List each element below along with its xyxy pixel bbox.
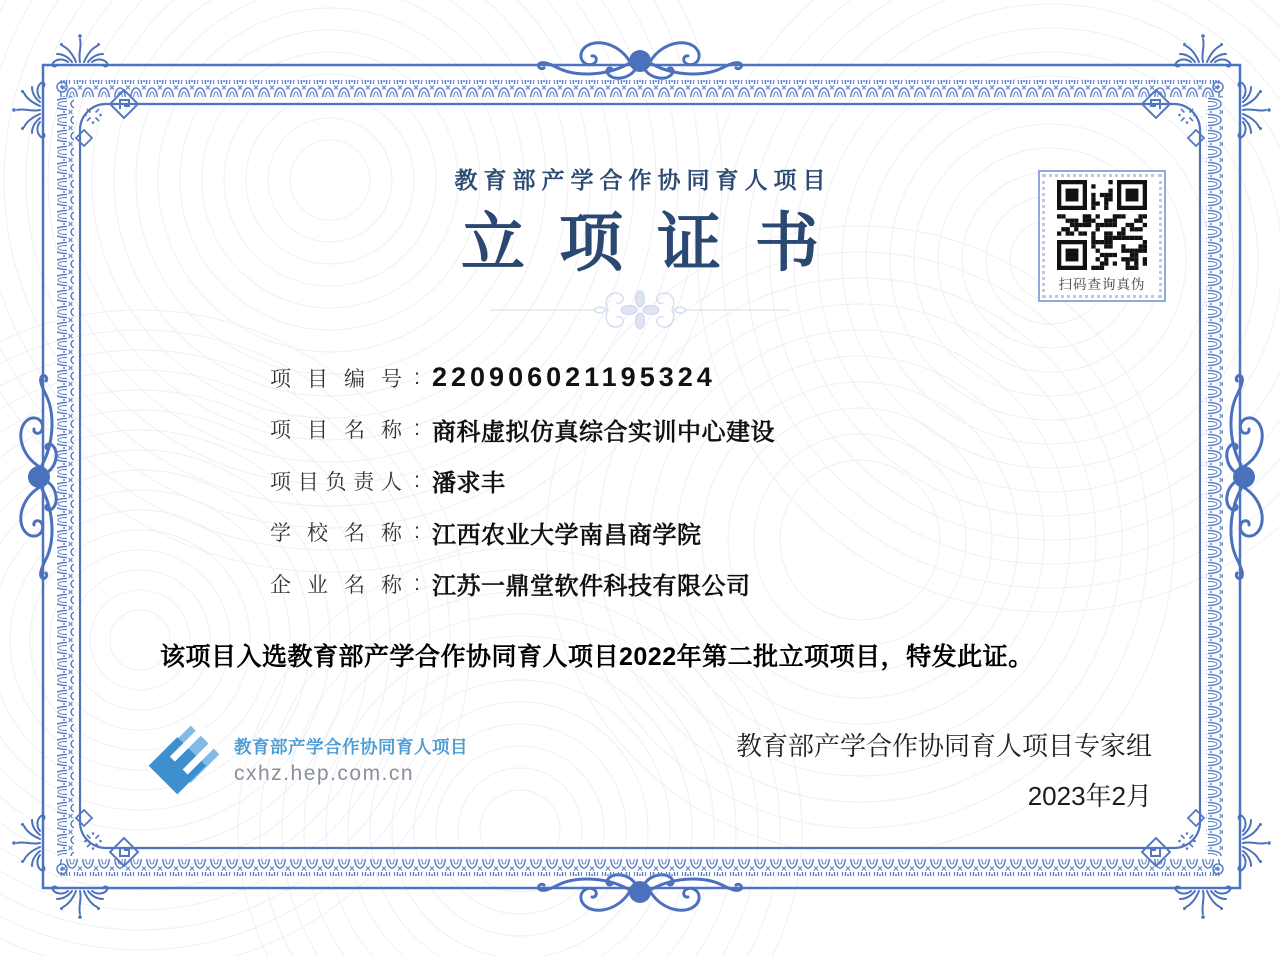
field-value: 220906021195324 xyxy=(432,362,716,393)
field-label: 企业名称 xyxy=(270,573,402,597)
field-value: 江西农业大学南昌商学院 xyxy=(432,521,702,549)
qr-caption: 扫码查询真伪 xyxy=(1058,277,1146,292)
issuer-name: 教育部产学合作协同育人项目专家组 xyxy=(735,731,1152,761)
signature-block xyxy=(736,726,1152,813)
qr-code xyxy=(1057,180,1147,270)
title-divider-ornament xyxy=(490,288,790,332)
field-colon: : xyxy=(414,468,420,492)
issue-date: 2023年2月 xyxy=(1027,781,1152,811)
field-colon: : xyxy=(414,365,420,389)
field-label: 项目编号 xyxy=(270,367,402,391)
field-row-project-leader xyxy=(270,455,775,507)
logo-text-block xyxy=(234,734,468,786)
field-value: 江苏一鼎堂软件科技有限公司 xyxy=(432,573,751,601)
statement-text: 该项目入选教育部产学合作协同育人项目2022年第二批立项项目，特发此证。 xyxy=(160,643,1034,671)
qr-panel xyxy=(1038,170,1166,302)
logo-title: 教育部产学合作协同育人项目 xyxy=(234,737,468,757)
field-label: 项目名称 xyxy=(270,419,402,443)
field-label: 学校名称 xyxy=(270,522,402,546)
field-row-project-number xyxy=(270,352,775,404)
field-value: 商科虚拟仿真综合实训中心建设 xyxy=(432,418,775,446)
logo-domain: cxhz.hep.com.cn xyxy=(234,762,415,785)
program-title: 教育部产学合作协同育人项目 xyxy=(454,167,832,193)
field-colon: : xyxy=(414,520,420,544)
field-row-school-name xyxy=(270,507,775,559)
program-logo xyxy=(144,718,468,802)
fields-table xyxy=(270,352,775,610)
field-row-project-name xyxy=(270,404,775,456)
field-colon: : xyxy=(414,417,420,441)
field-value: 潘求丰 xyxy=(432,470,506,498)
field-label: 项目负责人 xyxy=(270,470,402,494)
field-row-company-name xyxy=(270,558,775,610)
certificate-title: 立项证书 xyxy=(461,207,853,279)
field-colon: : xyxy=(414,571,420,595)
logo-diamond-icon xyxy=(144,718,224,802)
